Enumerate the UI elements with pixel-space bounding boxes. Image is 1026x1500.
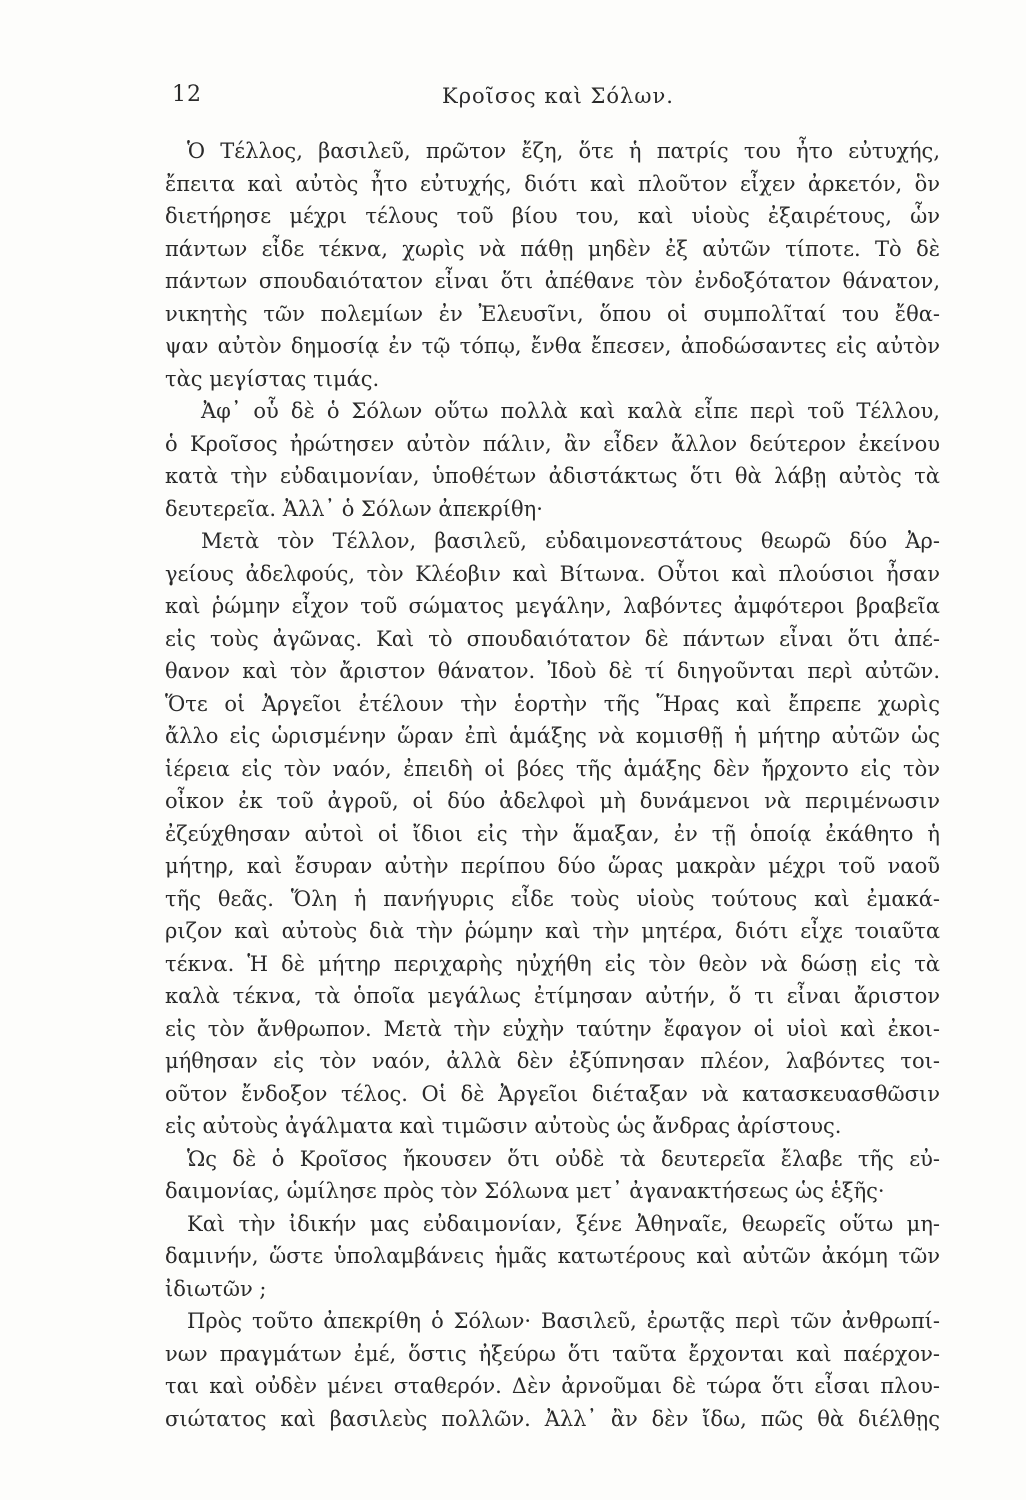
text-line: Καὶ τὴν ἰδικήν μας εὐδαιμονίαν, ξένε Ἀθηναῖε, θεωρεῖς οὕτω μη- bbox=[187, 1211, 940, 1236]
text-line: ὁ Κροῖσος ἠρώτησεν αὐτὸν πάλιν, ἂν εἶδεν ἄλλον δεύτερον ἐκείνου bbox=[165, 431, 940, 456]
text-line: ριζον καὶ αὐτοὺς διὰ τὴν ῥώμην καὶ τὴν μητέρα, διότι εἶχε τοιαῦτα bbox=[165, 919, 940, 943]
running-title: Κροῖσος καὶ Σόλων. bbox=[442, 84, 674, 108]
text-line: καὶ ῥώμην εἶχον τοῦ σώματος μεγάλην, λαβόντες ἀμφότεροι βραβεῖα bbox=[165, 594, 940, 618]
text-line: δευτερεῖα. Ἀλλ᾽ ὁ Σόλων ἀπεκρίθη· bbox=[165, 496, 543, 521]
text-line: εἰς τὸν ἄνθρωπον. Μετὰ τὴν εὐχὴν ταύτην ἔφαγον οἱ υἱοὶ καὶ ἐκοι- bbox=[165, 1016, 940, 1041]
text-line: μήθησαν εἰς τὸν ναόν, ἀλλὰ δὲν ἐξύπνησαν πλέον, λαβόντες τοι- bbox=[165, 1049, 940, 1073]
text-line: δαμινήν, ὥστε ὑπολαμβάνεις ἡμᾶς κατωτέρους καὶ αὐτῶν ἀκόμη τῶν bbox=[165, 1244, 940, 1268]
text-line: διετήρησε μέχρι τέλους τοῦ βίου του, καὶ υἱοὺς ἐξαιρέτους, ὧν bbox=[165, 204, 940, 228]
text-line: σιώτατος καὶ βασιλεὺς πολλῶν. Ἀλλ᾽ ἂν δὲν ἴδω, πῶς θὰ διέλθῃς bbox=[165, 1406, 940, 1431]
text-line: πάντων εἶδε τέκνα, χωρὶς νὰ πάθῃ μηδὲν ἐξ αὐτῶν τίποτε. Τὸ δὲ bbox=[165, 236, 940, 261]
text-line: οἶκον ἐκ τοῦ ἀγροῦ, οἱ δύο ἀδελφοὶ μὴ δυνάμενοι νὰ περιμένωσιν bbox=[165, 789, 940, 813]
text-line: εἰς αὐτοὺς ἀγάλματα καὶ τιμῶσιν αὐτοὺς ὡς ἄνδρας ἀρίστους. bbox=[165, 1114, 842, 1138]
text-line: μήτηρ, καὶ ἔσυραν αὐτὴν περίπου δύο ὥρας μακρὰν μέχρι τοῦ ναοῦ bbox=[165, 854, 940, 878]
text-line: ἔπειτα καὶ αὐτὸς ἦτο εὐτυχής, διότι καὶ πλοῦτον εἶχεν ἀρκετόν, ὃν bbox=[165, 171, 940, 196]
text-line: τῆς θεᾶς. Ὅλη ἡ πανήγυρις εἶδε τοὺς υἱοὺς τούτους καὶ ἐμακά- bbox=[165, 886, 940, 911]
text-line: καλὰ τέκνα, τὰ ὁποῖα μεγάλως ἐτίμησαν αὐτήν, ὅ τι εἶναι ἄριστον bbox=[165, 984, 940, 1008]
text-line: τὰς μεγίστας τιμάς. bbox=[165, 366, 380, 391]
text-line: ἰδιωτῶν ; bbox=[165, 1276, 267, 1301]
text-line: νων πραγμάτων ἐμέ, ὅστις ἠξεύρω ὅτι ταῦτα ἔρχονται καὶ παέρχον- bbox=[165, 1341, 940, 1366]
page-number: 12 bbox=[172, 82, 202, 107]
text-line: δαιμονίας, ὡμίλησε πρὸς τὸν Σόλωνα μετ᾽ ἀγανακτήσεως ὡς ἑξῆς· bbox=[165, 1179, 885, 1203]
text-line: ψαν αὐτὸν δημοσίᾳ ἐν τῷ τόπῳ, ἔνθα ἔπεσεν, ἀποδώσαντες εἰς αὐτὸν bbox=[165, 334, 940, 358]
text-line: Ὅτε οἱ Ἀργεῖοι ἐτέλουν τὴν ἑορτὴν τῆς Ἥρας καὶ ἔπρεπε χωρὶς bbox=[165, 691, 940, 716]
text-line: Μετὰ τὸν Τέλλον, βασιλεῦ, εὐδαιμονεστάτους θεωρῶ δύο Ἀρ- bbox=[201, 529, 940, 553]
text-line: Ὁ Τέλλος, βασιλεῦ, πρῶτον ἔζη, ὅτε ἡ πατρίς του ἦτο εὐτυχής, bbox=[187, 139, 940, 163]
text-line: θανον καὶ τὸν ἄριστον θάνατον. Ἰδοὺ δὲ τί διηγοῦνται περὶ αὐτῶν. bbox=[165, 659, 940, 683]
text-line: κατὰ τὴν εὐδαιμονίαν, ὑποθέτων ἀδιστάκτως ὅτι θὰ λάβῃ αὐτὸς τὰ bbox=[165, 464, 940, 488]
text-line: ἄλλο εἰς ὡρισμένην ὥραν ἐπὶ ἁμάξης νὰ κομισθῇ ἡ μήτηρ αὐτῶν ὡς bbox=[165, 724, 940, 748]
text-line: εἰς τοὺς ἀγῶνας. Καὶ τὸ σπουδαιότατον δὲ πάντων εἶναι ὅτι ἀπέ- bbox=[165, 626, 940, 651]
text-line: ἱέρεια εἰς τὸν ναόν, ἐπειδὴ οἱ βόες τῆς ἁμάξης δὲν ἤρχοντο εἰς τὸν bbox=[165, 756, 940, 781]
text-line: νικητὴς τῶν πολεμίων ἐν Ἐλευσῖνι, ὅπου οἱ συμπολῖταί του ἔθα- bbox=[165, 301, 940, 326]
text-line: οῦτον ἔνδοξον τέλος. Οἱ δὲ Ἀργεῖοι διέταξαν νὰ κατασκευασθῶσιν bbox=[165, 1081, 940, 1106]
page-header bbox=[172, 82, 932, 116]
text-line: πάντων σπουδαιότατον εἶναι ὅτι ἀπέθανε τὸν ἐνδοξότατον θάνατον, bbox=[165, 269, 940, 293]
text-line: γείους ἀδελφούς, τὸν Κλέοβιν καὶ Βίτωνα. Οὗτοι καὶ πλούσιοι ἦσαν bbox=[165, 561, 940, 586]
text-line: Ὡς δὲ ὁ Κροῖσος ἤκουσεν ὅτι οὐδὲ τὰ δευτερεῖα ἔλαβε τῆς εὐ- bbox=[187, 1146, 940, 1171]
body-text bbox=[165, 135, 940, 1435]
text-line: τέκνα. Ἡ δὲ μήτηρ περιχαρὴς ηὐχήθη εἰς τὸν θεὸν νὰ δώσῃ εἰς τὰ bbox=[165, 951, 940, 976]
text-line: ται καὶ οὐδὲν μένει σταθερόν. Δὲν ἀρνοῦμαι δὲ τώρα ὅτι εἶσαι πλου- bbox=[165, 1374, 940, 1398]
text-line: ἐζεύχθησαν αὐτοὶ οἱ ἴδιοι εἰς τὴν ἅμαξαν, ἐν τῇ ὁποίᾳ ἐκάθητο ἡ bbox=[165, 821, 940, 846]
text-line: Ἀφ᾽ οὗ δὲ ὁ Σόλων οὕτω πολλὰ καὶ καλὰ εἶπε περὶ τοῦ Τέλλου, bbox=[201, 399, 940, 423]
text-line: Πρὸς τοῦτο ἀπεκρίθη ὁ Σόλων· Βασιλεῦ, ἐρωτᾷς περὶ τῶν ἀνθρωπί- bbox=[187, 1309, 940, 1333]
